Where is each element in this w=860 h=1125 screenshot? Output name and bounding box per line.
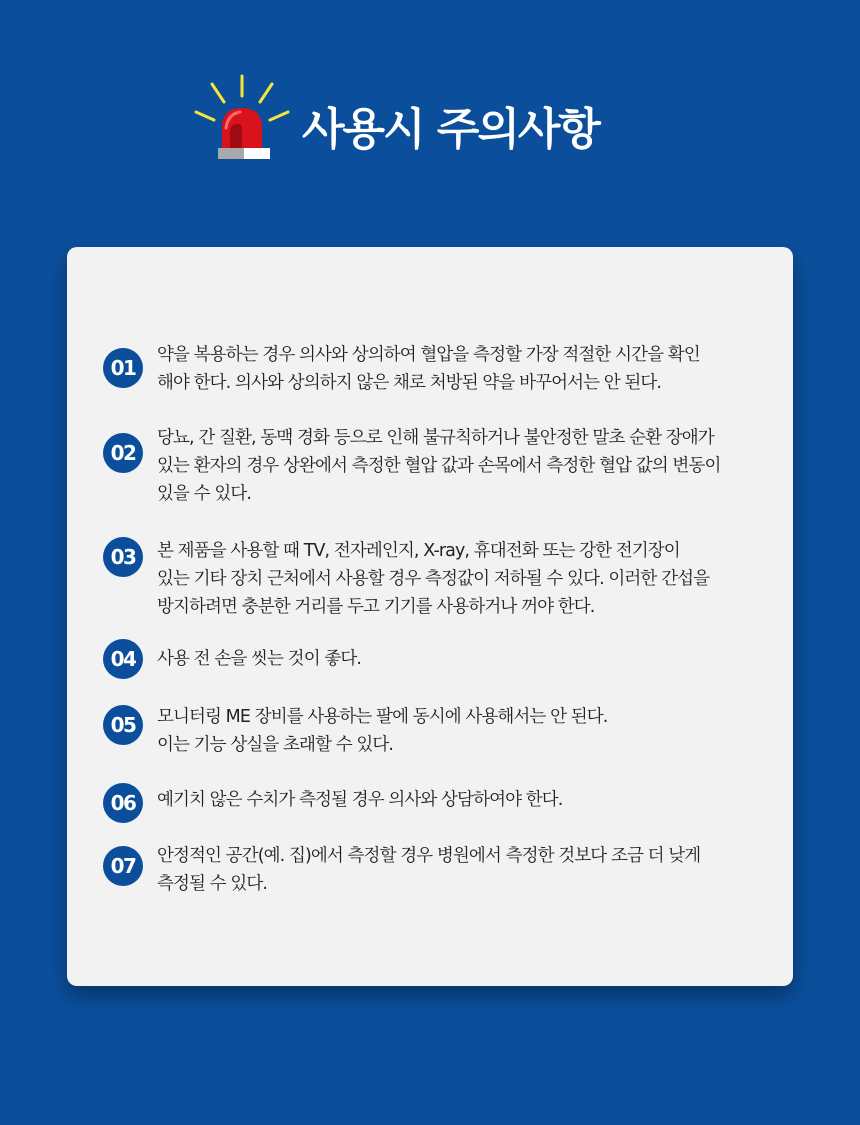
item-text [157, 537, 777, 621]
item-text-line: 있는 기타 장치 근처에서 사용할 경우 측정값이 저하될 수 있다. 이러한 간섭을 [157, 569, 710, 589]
item-text-line: 있는 환자의 경우 상완에서 측정한 혈압 값과 손목에서 측정한 혈압 값의 변동이 [157, 456, 721, 476]
item-text-line: 사용 전 손을 씻는 것이 좋다. [157, 649, 362, 669]
item-number-badge: 07 [103, 846, 143, 886]
item-text-line: 있을 수 있다. [157, 484, 252, 504]
item-text [157, 703, 777, 759]
siren-icon [190, 70, 300, 165]
item-text [157, 842, 777, 898]
item-text-line: 해야 한다. 의사와 상의하지 않은 채로 처방된 약을 바꾸어서는 안 된다. [157, 373, 662, 393]
item-text-line: 본 제품을 사용할 때 TV, 전자레인지, X-ray, 휴대전화 또는 강한 전기장이 [157, 541, 680, 561]
item-text [157, 341, 777, 397]
item-text-line: 측정될 수 있다. [157, 874, 268, 894]
item-text [157, 786, 777, 814]
item-text-line: 당뇨, 간 질환, 동맥 경화 등으로 인해 불규칙하거나 불안정한 말초 순환 장애가 [157, 428, 714, 448]
item-text-line: 방지하려면 충분한 거리를 두고 기기를 사용하거나 꺼야 한다. [157, 597, 595, 617]
item-text-line: 안정적인 공간(예. 집)에서 측정할 경우 병원에서 측정한 것보다 조금 더 낮게 [157, 846, 701, 866]
caution-card [67, 247, 793, 986]
header [0, 70, 860, 170]
item-number-badge: 06 [103, 783, 143, 823]
item-text [157, 645, 777, 673]
item-number-badge: 02 [103, 433, 143, 473]
item-text-line: 이는 기능 상실을 초래할 수 있다. [157, 735, 394, 755]
item-number-badge: 05 [103, 705, 143, 745]
page-title: 사용시 주의사항 [302, 104, 599, 155]
item-number-badge: 04 [103, 639, 143, 679]
item-text-line: 모니터링 ME 장비를 사용하는 팔에 동시에 사용해서는 안 된다. [157, 707, 608, 727]
item-text-line: 예기치 않은 수치가 측정될 경우 의사와 상담하여야 한다. [157, 790, 563, 810]
item-number-badge: 01 [103, 348, 143, 388]
item-text [157, 424, 777, 508]
item-text-line: 약을 복용하는 경우 의사와 상의하여 혈압을 측정할 가장 적절한 시간을 확인 [157, 345, 700, 365]
item-number-badge: 03 [103, 537, 143, 577]
